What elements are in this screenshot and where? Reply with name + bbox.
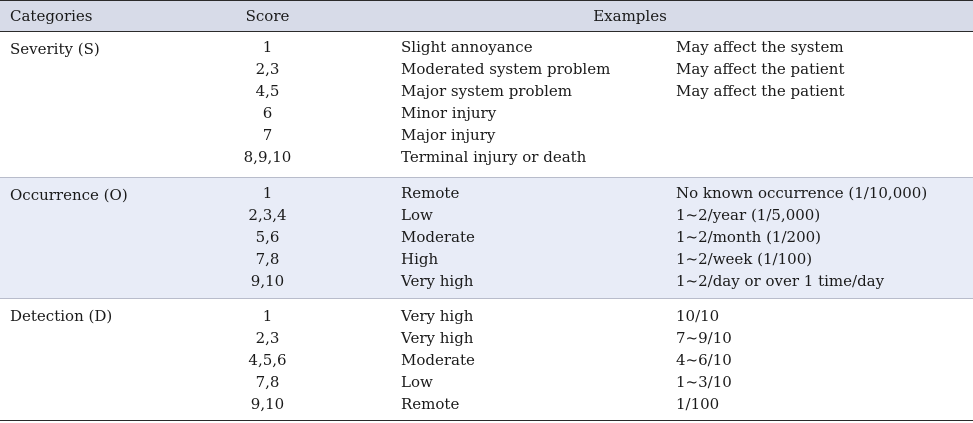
score-cell: 4,5,6 xyxy=(248,351,287,369)
table-row xyxy=(0,36,973,58)
group-severity xyxy=(0,32,973,178)
detail-cell: 1~2/week (1/100) xyxy=(676,250,813,268)
example-cell: Very high xyxy=(401,272,474,290)
score-cell: 7,8 xyxy=(255,250,280,268)
table-row xyxy=(0,80,973,102)
detail-cell: 4~6/10 xyxy=(676,351,732,369)
table-row xyxy=(0,182,973,204)
detail-cell: 1~2/day or over 1 time/day xyxy=(676,272,885,290)
table-row xyxy=(0,248,973,270)
example-cell: High xyxy=(401,250,439,268)
score-cell: 1 xyxy=(262,307,273,325)
detail-cell: No known occurrence (1/10,000) xyxy=(676,184,928,202)
example-cell: Very high xyxy=(401,307,474,325)
table-row xyxy=(0,226,973,248)
example-cell: Major system problem xyxy=(401,82,572,100)
detail-cell: 1~2/month (1/200) xyxy=(676,228,822,246)
score-cell: 2,3 xyxy=(255,329,280,347)
detail-cell: 1/100 xyxy=(676,395,720,413)
example-cell: Minor injury xyxy=(401,104,497,122)
score-cell: 5,6 xyxy=(255,228,280,246)
table-row xyxy=(0,124,973,146)
table-row xyxy=(0,327,973,349)
detail-cell: May affect the patient xyxy=(676,82,845,100)
detail-cell: 7~9/10 xyxy=(676,329,732,347)
score-cell: 1 xyxy=(262,184,273,202)
example-cell: Very high xyxy=(401,329,474,347)
table-row xyxy=(0,270,973,292)
score-cell: 8,9,10 xyxy=(243,148,292,166)
example-cell: Terminal injury or death xyxy=(401,148,587,166)
table-row xyxy=(0,305,973,327)
example-cell: Moderated system problem xyxy=(401,60,611,78)
score-cell: 2,3,4 xyxy=(248,206,287,224)
score-cell: 7,8 xyxy=(255,373,280,391)
table-row xyxy=(0,204,973,226)
score-cell: 7 xyxy=(262,126,273,144)
table-row xyxy=(0,102,973,124)
table-row xyxy=(0,393,973,415)
detail-cell: May affect the patient xyxy=(676,60,845,78)
table-header xyxy=(0,0,973,32)
example-cell: Remote xyxy=(401,395,460,413)
category-label: Severity (S) xyxy=(10,40,100,58)
example-cell: Slight annoyance xyxy=(401,38,533,56)
header-score: Score xyxy=(245,7,290,25)
example-cell: Major injury xyxy=(401,126,496,144)
table-row xyxy=(0,146,973,168)
group-occurrence xyxy=(0,178,973,299)
detail-cell: 1~2/year (1/5,000) xyxy=(676,206,821,224)
table-row xyxy=(0,58,973,80)
detail-cell: 1~3/10 xyxy=(676,373,732,391)
score-cell: 1 xyxy=(262,38,273,56)
table-row xyxy=(0,349,973,371)
category-label: Detection (D) xyxy=(10,307,113,325)
category-label: Occurrence (O) xyxy=(10,186,128,204)
table-row xyxy=(0,371,973,393)
detail-cell: 10/10 xyxy=(676,307,720,325)
score-cell: 6 xyxy=(262,104,273,122)
detail-cell: May affect the system xyxy=(676,38,844,56)
example-cell: Moderate xyxy=(401,228,475,246)
score-cell: 9,10 xyxy=(250,272,285,290)
score-cell: 4,5 xyxy=(255,82,280,100)
header-categories: Categories xyxy=(10,7,93,25)
example-cell: Remote xyxy=(401,184,460,202)
example-cell: Moderate xyxy=(401,351,475,369)
score-cell: 2,3 xyxy=(255,60,280,78)
group-detection xyxy=(0,299,973,421)
example-cell: Low xyxy=(401,206,433,224)
header-examples: Examples xyxy=(593,7,667,25)
example-cell: Low xyxy=(401,373,433,391)
score-cell: 9,10 xyxy=(250,395,285,413)
